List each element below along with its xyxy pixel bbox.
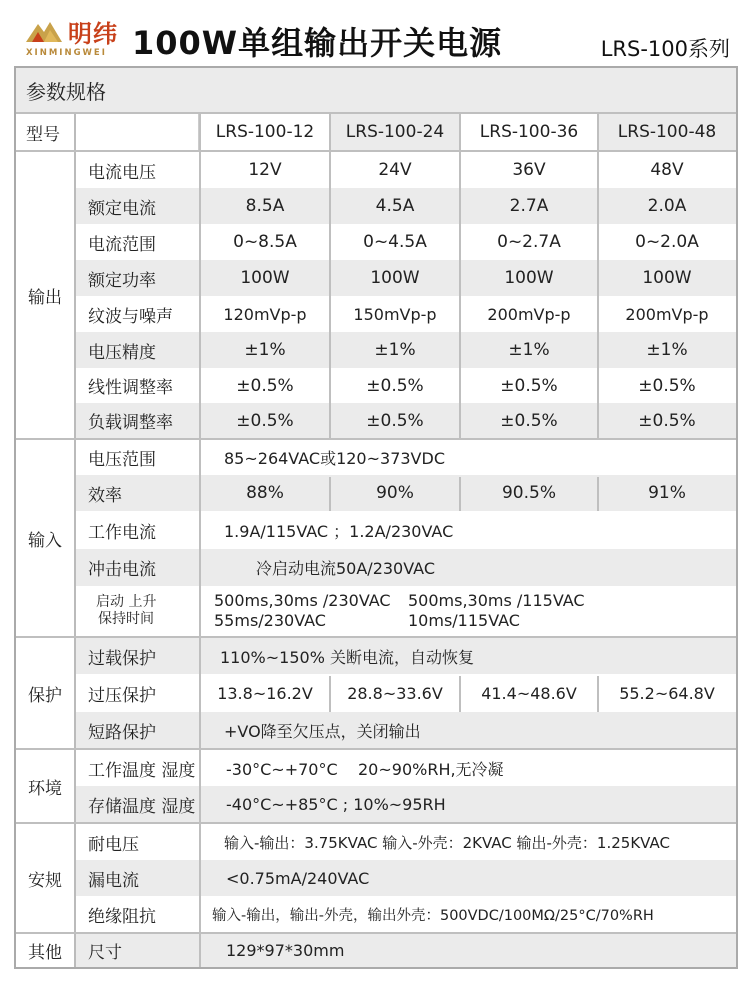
value-cell: 36V	[512, 160, 546, 180]
value-cell-wide: +VO降至欠压点，关闭输出	[224, 721, 421, 741]
value-cell: 88%	[246, 483, 284, 503]
value-cell: 90.5%	[501, 483, 556, 503]
section-label-other: 其他	[16, 934, 76, 967]
row-label: 额定功率	[76, 260, 736, 296]
value-cell: ±1%	[374, 340, 416, 360]
row-label: 工作电流	[88, 522, 156, 543]
row-label: 电压范围	[88, 450, 156, 470]
value-cell: 8.5A	[245, 196, 285, 216]
model-blank	[76, 114, 200, 150]
model-header: LRS-100-12	[215, 122, 315, 142]
row-label: 耐电压	[88, 834, 139, 855]
spec-table	[14, 66, 738, 969]
value-cell: 0~2.0A	[635, 232, 699, 252]
value-cell: ±0.5%	[236, 375, 294, 396]
value-cell: 100W	[370, 268, 420, 288]
value-cell: 28.8~33.6V	[347, 683, 443, 703]
section-label-output: 输出	[16, 152, 76, 438]
model-header: LRS-100-36	[479, 122, 579, 142]
section-label-environment: 环境	[16, 750, 76, 822]
row-label: 效率	[76, 475, 736, 511]
model-label: 型号	[16, 114, 76, 150]
row-label: 纹波与噪声	[88, 306, 173, 327]
logo-text: 明纬	[68, 20, 118, 48]
section-label-safety: 安规	[16, 824, 76, 932]
row-label	[76, 586, 200, 636]
value-cell: 100W	[240, 268, 290, 288]
value-cell: ±0.5%	[500, 410, 558, 431]
model-header: LRS-100-48	[598, 114, 736, 150]
value-cell-wide: 输入-输出，输出-外壳，输出外壳：500VDC/100MΩ/25°C/70%RH	[212, 907, 654, 924]
row-label: 电流电压	[88, 162, 156, 183]
value-cell: 41.4~48.6V	[481, 683, 577, 703]
value-cell: 90%	[376, 483, 414, 503]
value-cell-wide: -30°C~+70°C 20~90%RH,无冷凝	[226, 759, 504, 779]
section-label-protection: 保护	[16, 638, 76, 748]
row-label: 电压精度	[76, 332, 736, 368]
page-header	[0, 0, 750, 66]
startup-230vac	[214, 586, 414, 636]
series-label: LRS-100系列	[600, 37, 730, 61]
row-label: 负载调整率	[76, 403, 736, 438]
row-label-line: 启动 上升	[96, 594, 157, 610]
row-label: 短路保护	[76, 712, 736, 748]
value-cell: 100W	[504, 268, 554, 288]
value-line: 500ms,30ms /230VAC	[214, 591, 391, 610]
mountain-logo-icon	[24, 16, 64, 44]
value-cell: ±0.5%	[638, 375, 696, 396]
value-cell: ±1%	[508, 340, 550, 360]
value-cell: 12V	[248, 160, 282, 180]
value-cell: 0~8.5A	[233, 232, 297, 252]
value-cell: 91%	[648, 483, 686, 503]
value-cell: 0~4.5A	[363, 232, 427, 252]
value-cell: ±0.5%	[236, 410, 294, 431]
value-line: 500ms,30ms /115VAC	[408, 591, 585, 610]
brand-logo	[24, 14, 134, 62]
value-cell-wide: 85~264VAC或120~373VDC	[224, 449, 445, 468]
section-label-input: 输入	[16, 440, 76, 636]
value-cell: 100W	[642, 268, 692, 288]
value-cell: 0~2.7A	[497, 232, 561, 252]
value-line: 10ms/115VAC	[408, 611, 520, 630]
row-label: 工作温度 湿度	[88, 760, 196, 781]
value-cell: ±0.5%	[366, 375, 424, 396]
value-line: 55ms/230VAC	[214, 611, 326, 630]
value-cell: ±0.5%	[638, 410, 696, 431]
value-cell-wide: 输入-输出：3.75KVAC 输入-外壳：2KVAC 输出-外壳：1.25KVAC	[224, 833, 670, 852]
value-cell: 55.2~64.8V	[619, 683, 715, 703]
row-label-line: 保持时间	[98, 611, 154, 627]
row-label: 电流范围	[88, 234, 156, 255]
row-label: 冲击电流	[76, 549, 736, 586]
value-cell: ±0.5%	[500, 375, 558, 396]
value-cell: ±1%	[646, 340, 688, 360]
value-cell-wide: 1.9A/115VAC ；1.2A/230VAC	[224, 521, 454, 541]
row-label: 线性调整率	[88, 378, 173, 398]
value-cell-wide: 110%~150% 关断电流，自动恢复	[220, 647, 474, 667]
value-cell: 2.0A	[647, 196, 687, 216]
row-label: 额定电流	[76, 188, 736, 224]
value-cell: ±1%	[244, 340, 286, 360]
value-cell-wide: 129*97*30mm	[226, 941, 345, 960]
value-cell-wide: <0.75mA/240VAC	[226, 868, 370, 888]
value-cell: 48V	[650, 160, 684, 180]
startup-115vac	[408, 586, 648, 636]
value-cell-wide: -40°C~+85°C ; 10%~95RH	[226, 794, 446, 814]
row-label: 绝缘阻抗	[88, 906, 156, 927]
value-cell: 120mVp-p	[223, 304, 307, 324]
page-title: 100W单组输出开关电源	[132, 24, 503, 62]
value-cell: 4.5A	[375, 196, 415, 216]
value-cell: 13.8~16.2V	[217, 683, 313, 703]
row-label: 漏电流	[76, 860, 736, 896]
value-cell-wide: 冷启动电流50A/230VAC	[256, 559, 435, 578]
value-cell: 2.7A	[509, 196, 549, 216]
value-cell: ±0.5%	[366, 410, 424, 431]
value-cell: 200mVp-p	[625, 304, 709, 324]
logo-subtext: XINMINGWEI	[26, 48, 107, 58]
row-label: 尺寸	[76, 934, 736, 967]
table-section-title: 参数规格	[16, 68, 736, 112]
row-label: 存储温度 湿度	[76, 786, 736, 822]
value-cell: 200mVp-p	[487, 304, 571, 324]
row-label: 过压保护	[88, 685, 156, 706]
row-label: 过载保护	[76, 638, 736, 674]
model-header: LRS-100-24	[330, 114, 460, 150]
value-cell: 150mVp-p	[353, 304, 437, 324]
value-cell: 24V	[378, 160, 412, 180]
